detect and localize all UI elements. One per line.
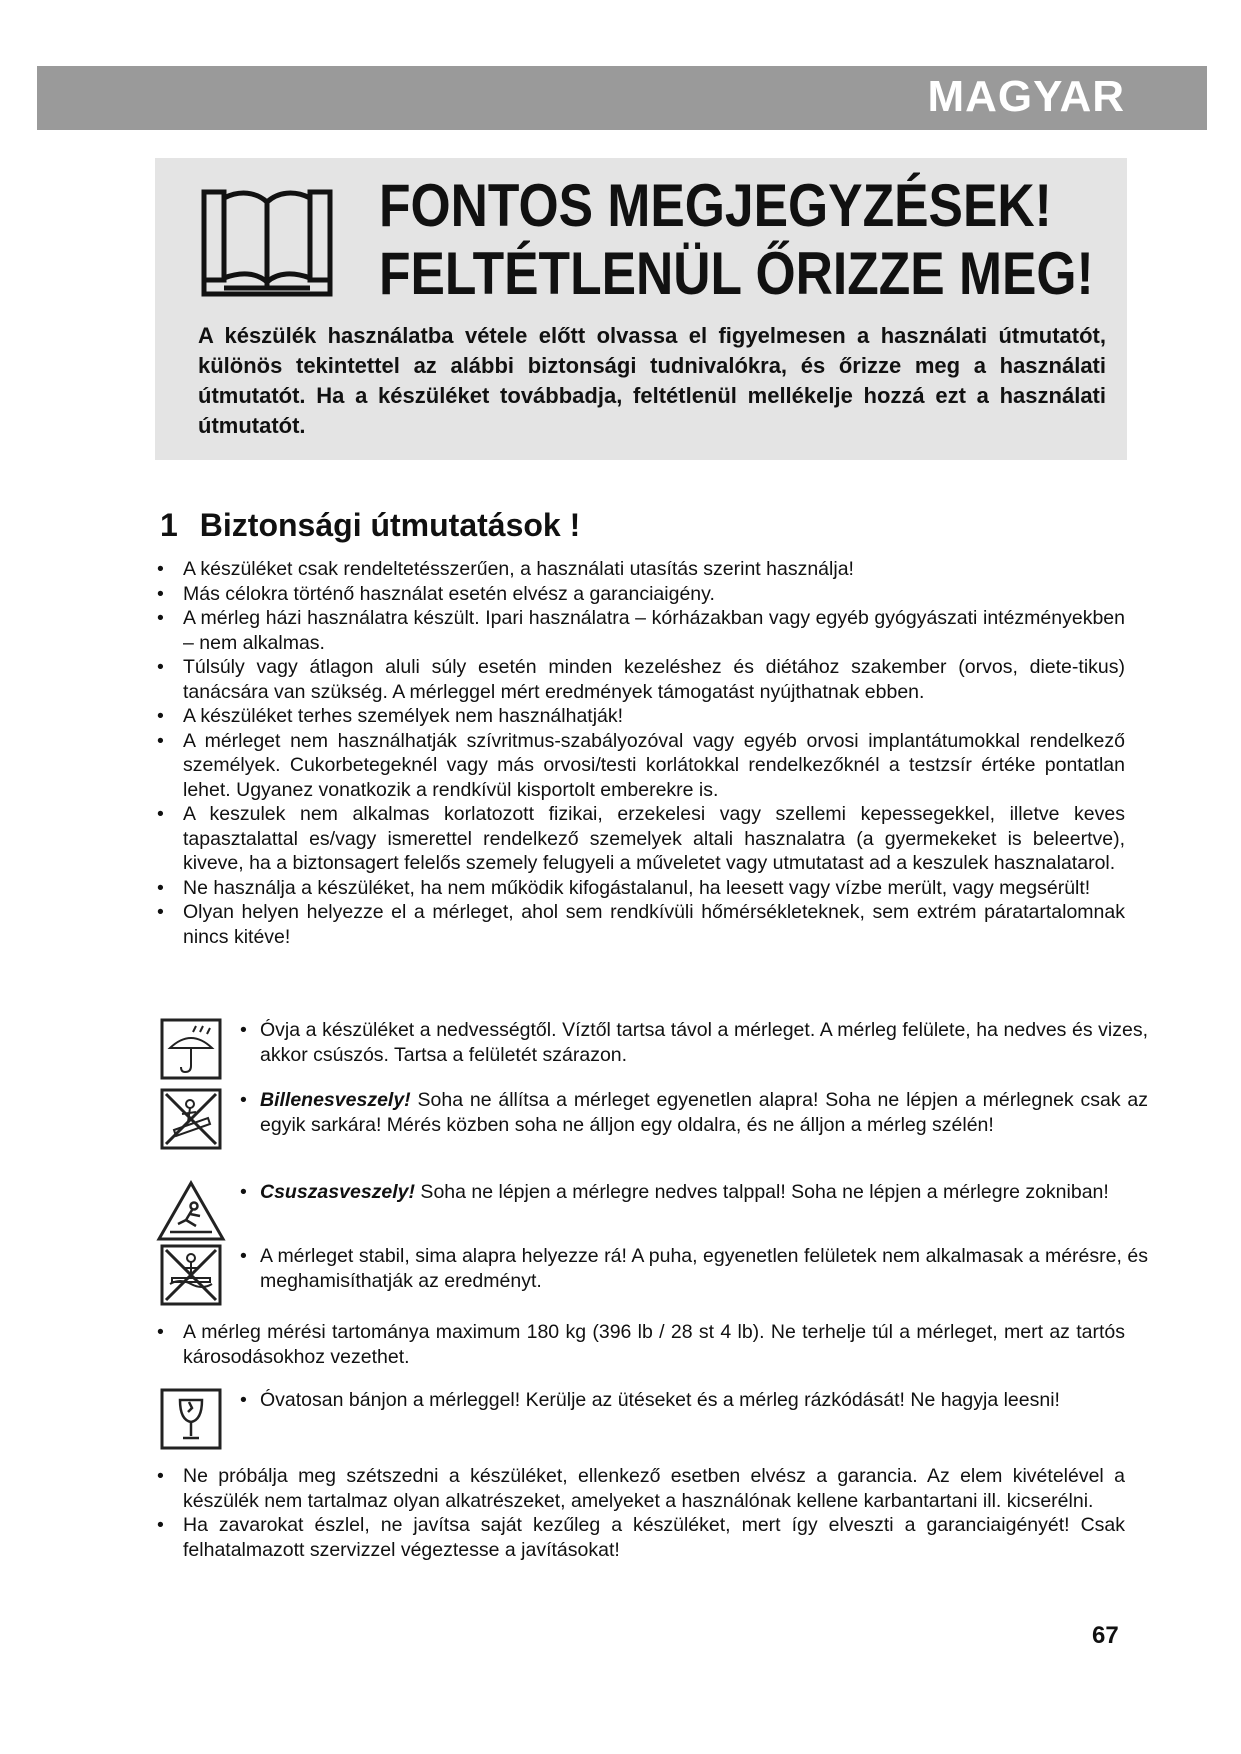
icon-item-text: • Óvatosan bánjon a mérleggel! Kerülje az ütéseket és a mérleg rázkódását! Ne hagyja leesni! [240, 1388, 1148, 1413]
umbrella-rain-icon [160, 1018, 222, 1080]
list-item: • Ne használja a készüléket, ha nem működik kifogástalanul, ha leesett vagy vízbe merült, vagy megsérült! [155, 876, 1125, 901]
range-bullet-list [155, 1320, 1125, 1369]
list-item: • A készüléket terhes személyek nem használhatják! [155, 704, 1125, 729]
list-item: • Más célokra történő használat esetén elvész a garanciaigény. [155, 582, 1125, 607]
fragile-glass-icon [160, 1388, 222, 1450]
list-item: • Ne próbálja meg szétszedni a készüléket, ellenkező esetben elvész a garancia. Az elem kivételével a készülék nem tartalmaz olyan alkatrészeket, amelyeket a használónak kellene karbantartani ill. kicserélni. [155, 1464, 1125, 1513]
notice-title-line2: FELTÉTLENÜL ŐRIZZE MEG! [379, 240, 1094, 307]
section-heading [160, 507, 580, 544]
final-bullet-list [155, 1464, 1125, 1562]
hazard-emphasis: Billenesveszely! [260, 1089, 411, 1111]
icon-item-text: • A mérleget stabil, sima alapra helyezze rá! A puha, egyenetlen felületek nem alkalmasak a mérésre, és meghamisíthatják az eredményt. [240, 1244, 1148, 1293]
important-notice-box [155, 158, 1127, 460]
list-item: • A mérleget nem használhatják szívritmus-szabályozóval vagy egyéb orvosi implantátumokkal rendelkező személyek. Cukorbetegeknél vagy más orvosi/testi korlátokkal rendelkezőknél a testzsír értéke pontatlan lehet. Ugyanez vonatkozik a rendkívül kisportolt emberekre is. [155, 729, 1125, 803]
section-title: Biztonsági útmutatások ! [199, 507, 581, 543]
language-header-bar [37, 66, 1207, 130]
icon-item-text: • Óvja a készüléket a nedvességtől. Víztől tartsa távol a mérleget. A mérleg felülete, ha nedves és vizes, akkor csúszós. Tartsa a felületét szárazon. [240, 1018, 1148, 1067]
icon-item-text: • Billenesveszely! Soha ne állítsa a mérleget egyenetlen alapra! Soha ne lépjen a mérlegnek csak az egyik sarkára! Mérés közben soha ne álljon egy oldalra, és ne álljon a mérleg szélén! [240, 1088, 1148, 1137]
page-number: 67 [1092, 1622, 1119, 1649]
list-item: • A mérleg házi használatra készült. Ipari használatra – kórházakban vagy egyéb gyógyászati intézményekben – nem alkalmas. [155, 606, 1125, 655]
safety-bullet-list [155, 557, 1125, 949]
language-label: MAGYAR [927, 72, 1125, 121]
hazard-emphasis: Csuszasveszely! [260, 1181, 416, 1203]
icon-item-text: • Csuszasveszely! Soha ne lépjen a mérlegre nedves talppal! Soha ne lépjen a mérlegre zokniban! [240, 1180, 1148, 1205]
list-item: • Túlsúly vagy átlagon aluli súly esetén minden kezeléshez és diétához szakember (orvos, diete-tikus) tanácsára van szükség. A mérleggel mért eredmények támogatást nyújthatnak ebben. [155, 655, 1125, 704]
list-item: • A keszulek nem alkalmas korlatozott fizikai, erzekelesi vagy szellemi kepessegekkel, illetve keves tapasztalattal es/vagy ismerettel rendelkező szemelyek altali hasznalatra (a gyermekeket is beleertve), kiveve, ha a biztonsagert felelős szemely felugyeli a műveletet vagy utmutatast ad a keszulek hasznalatarol. [155, 802, 1125, 876]
notice-text: A készülék használatba vétele előtt olvassa el figyelmesen a használati útmutatót, különös tekintettel az alábbi biztonsági tudnivalókra, és őrizze meg a használati útmutatót. Ha a készüléket továbbadja, feltétlenül mellékelje hozzá ezt a használati útmutatót. [198, 323, 1106, 438]
book-icon [200, 184, 334, 300]
no-soft-surface-icon [160, 1244, 222, 1306]
notice-title-line1: FONTOS MEGJEGYZÉSEK! [379, 172, 1052, 239]
slip-warning-icon [156, 1180, 226, 1242]
list-item: • Ha zavarokat észlel, ne javítsa saját kezűleg a készüléket, mert így elveszti a garanciaigényét! Csak felhatalmazott szervizzel végeztesse a javításokat! [155, 1513, 1125, 1562]
section-number: 1 [160, 507, 178, 543]
list-item: • A mérleg mérési tartománya maximum 180 kg (396 lb / 28 st 4 lb). Ne terhelje túl a mérleget, mert az tartós károsodásokhoz vezethet. [155, 1320, 1125, 1369]
list-item: • Olyan helyen helyezze el a mérleget, ahol sem rendkívüli hőmérsékleteknek, sem extrém páratartalomnak nincs kitéve! [155, 900, 1125, 949]
no-tilt-icon [160, 1088, 222, 1150]
notice-title [379, 172, 1094, 308]
list-item: • A készüléket csak rendeltetésszerűen, a használati utasítás szerint használja! [155, 557, 1125, 582]
